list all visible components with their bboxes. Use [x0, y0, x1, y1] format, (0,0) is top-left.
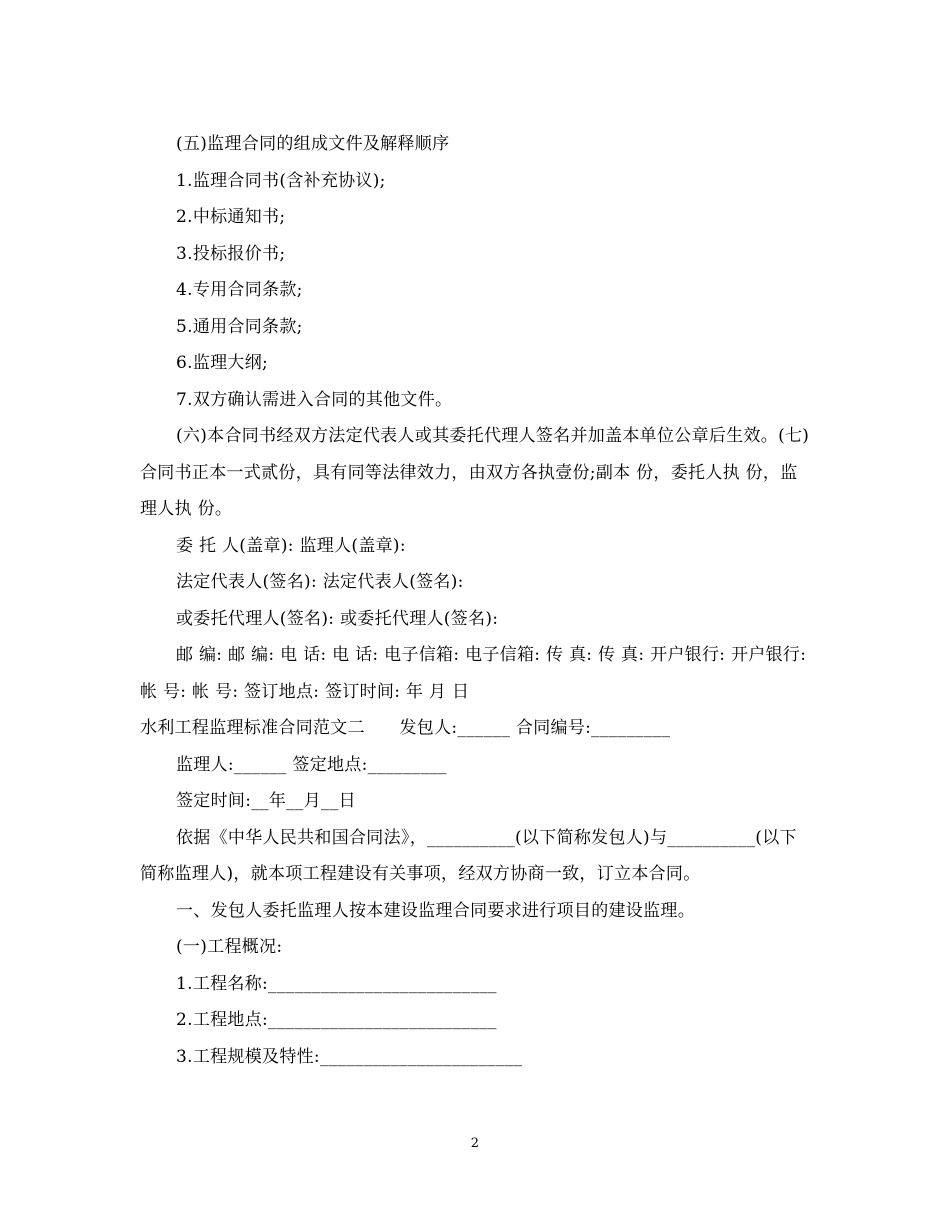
contact-info-paragraph: 邮 编: 邮 编: 电 话: 电 话: 电子信箱: 电子信箱: 传 真: 传 真: 开户银行: 开户银行: 帐 号: 帐 号: 签订地点: 签订时间: 年 月 日: [140, 645, 812, 702]
document-body: [140, 126, 812, 1075]
form-line: 3.工程规模及特性:_______________________: [176, 1046, 523, 1067]
list-item: 5.通用合同条款;: [176, 316, 303, 337]
list-item: 4.专用合同条款;: [176, 280, 303, 300]
list-item: 2.中标通知书;: [176, 207, 286, 227]
preamble-paragraph: 依据《中华人民共和国合同法》，__________(以下简称发包人)与__________(以下简称监理人)，就本项工程建设有关事项，经双方协商一致，订立本合同。: [140, 827, 797, 884]
list-item: 6.监理大纲;: [176, 353, 269, 373]
page-number: 2: [470, 1136, 480, 1151]
list-item: 3.投标报价书;: [176, 243, 286, 264]
form-line: 监理人:______ 签定地点:_________: [176, 754, 447, 775]
section-heading: (五)监理合同的组成文件及解释顺序: [176, 134, 450, 154]
article-heading: 一、发包人委托监理人按本建设监理合同要求进行项目的建设监理。: [176, 900, 695, 921]
signature-line: 法定代表人(签名): 法定代表人(签名):: [176, 572, 464, 592]
signature-line: 或委托代理人(签名): 或委托代理人(签名):: [176, 608, 499, 629]
form-line: 1.工程名称:__________________________: [176, 973, 497, 994]
form-line: 签定时间:__年__月__日: [176, 791, 356, 811]
document-title-line: 水利工程监理标准合同范文二 发包人:______ 合同编号:_________: [140, 718, 671, 738]
signature-line: 委 托 人(盖章): 监理人(盖章):: [176, 535, 406, 556]
list-item: 1.监理合同书(含补充协议);: [176, 170, 386, 191]
subsection-heading: (一)工程概况:: [176, 937, 283, 957]
list-item: 7.双方确认需进入合同的其他文件。: [176, 389, 453, 410]
form-line: 2.工程地点:__________________________: [176, 1010, 497, 1030]
clause-paragraph: (六)本合同书经双方法定代表人或其委托代理人签名并加盖本单位公章后生效。(七)合同书正本一式贰份，具有同等法律效力，由双方各执壹份;副本 份，委托人执 份，监理人执 份。: [140, 426, 810, 519]
